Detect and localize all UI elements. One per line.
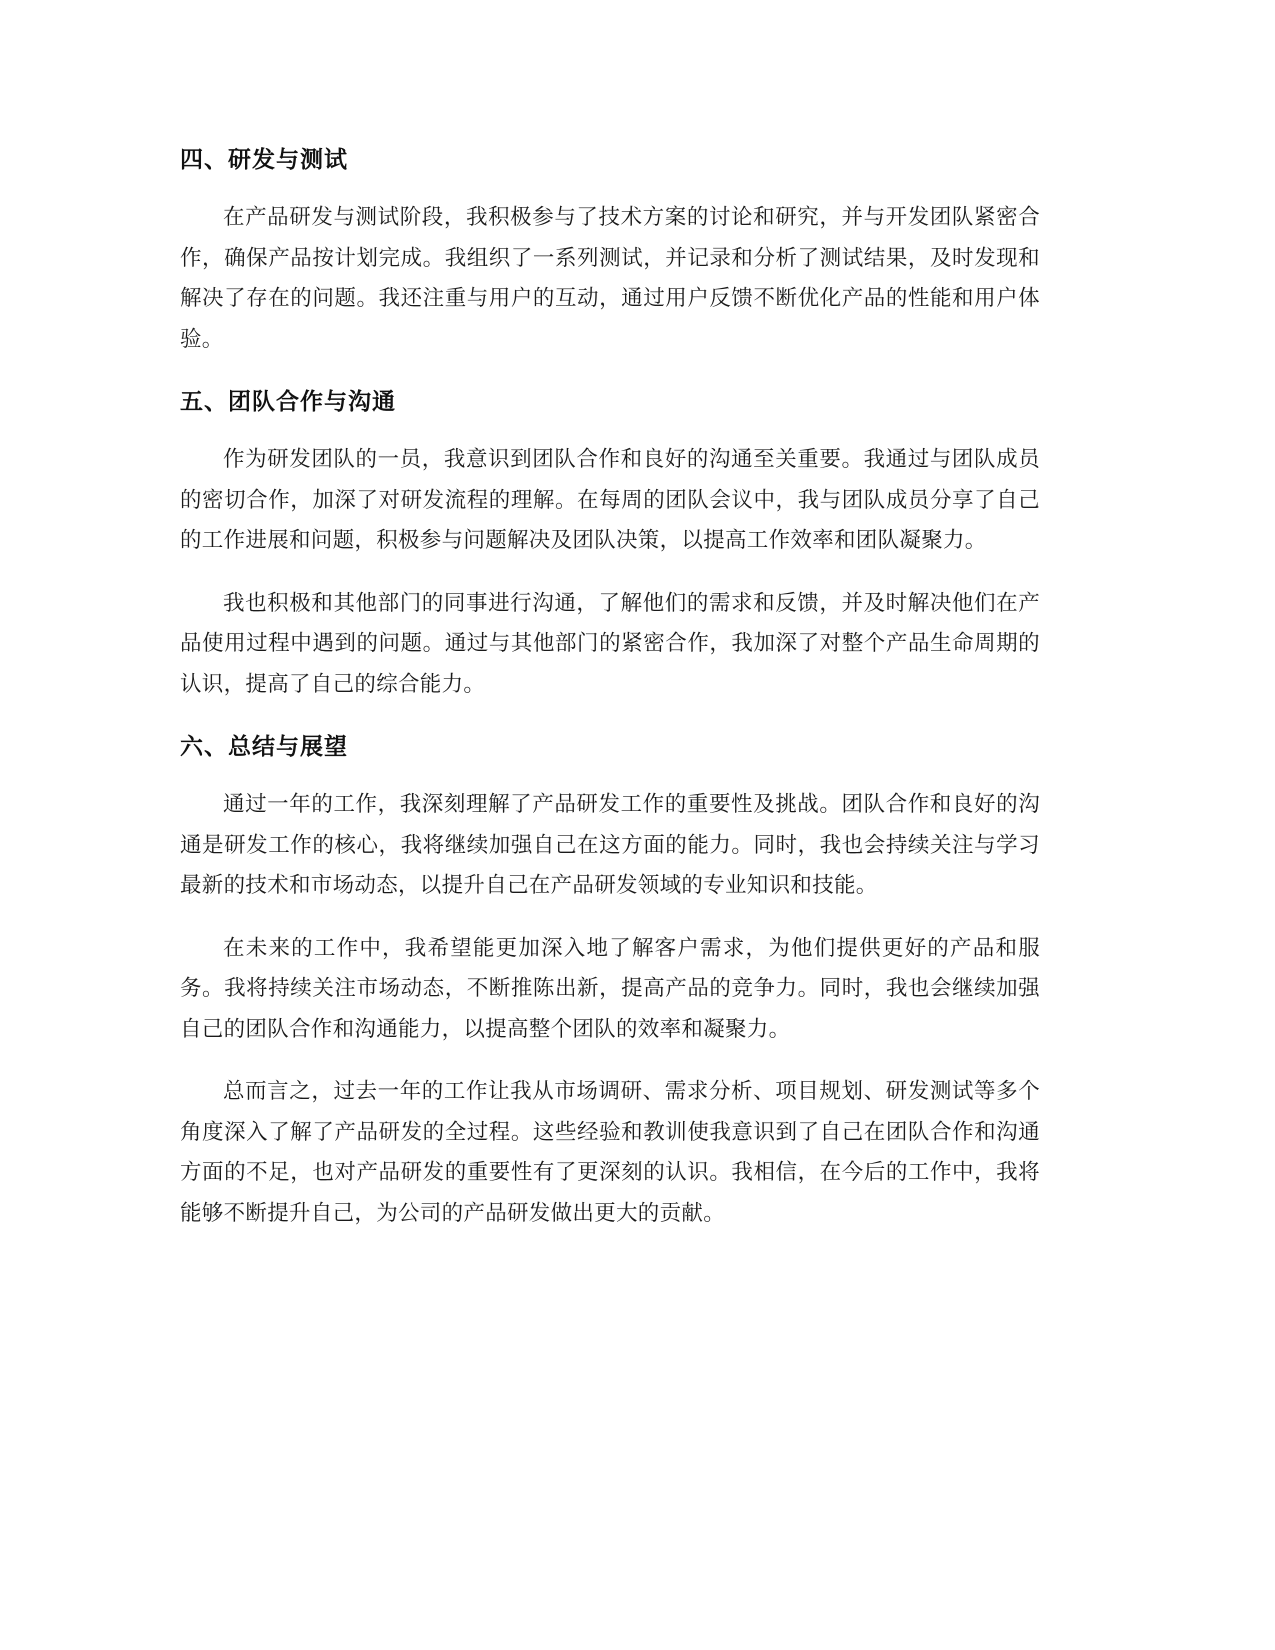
paragraph: 在产品研发与测试阶段，我积极参与了技术方案的讨论和研究，并与开发团队紧密合作，确保产品按计划完成。我组织了一系列测试，并记录和分析了测试结果，及时发现和解决了存在的问题。我还注重与用户的互动，通过用户反馈不断优化产品的性能和用户体验。 <box>180 205 1040 352</box>
paragraph: 通过一年的工作，我深刻理解了产品研发工作的重要性及挑战。团队合作和良好的沟通是研发工作的核心，我将继续加强自己在这方面的能力。同时，我也会持续关注与学习最新的技术和市场动态，以提升自己在产品研发领域的专业知识和技能。 <box>180 792 1040 898</box>
section-teamwork-communication <box>180 382 1040 705</box>
document-page <box>180 140 1040 1256</box>
section-heading: 四、研发与测试 <box>180 147 348 173</box>
paragraph: 作为研发团队的一员，我意识到团队合作和良好的沟通至关重要。我通过与团队成员的密切合作，加深了对研发流程的理解。在每周的团队会议中，我与团队成员分享了自己的工作进展和问题，积极参与问题解决及团队决策，以提高工作效率和团队凝聚力。 <box>180 447 1040 553</box>
section-heading: 五、团队合作与沟通 <box>180 389 396 415</box>
paragraph: 总而言之，过去一年的工作让我从市场调研、需求分析、项目规划、研发测试等多个角度深入了解了产品研发的全过程。这些经验和教训使我意识到了自己在团队合作和沟通方面的不足，也对产品研发的重要性有了更深刻的认识。我相信，在今后的工作中，我将能够不断提升自己，为公司的产品研发做出更大的贡献。 <box>180 1079 1040 1226</box>
paragraph: 我也积极和其他部门的同事进行沟通，了解他们的需求和反馈，并及时解决他们在产品使用过程中遇到的问题。通过与其他部门的紧密合作，我加深了对整个产品生命周期的认识，提高了自己的综合能力。 <box>180 590 1040 697</box>
section-research-testing <box>180 140 1040 360</box>
paragraph: 在未来的工作中，我希望能更加深入地了解客户需求，为他们提供更好的产品和服务。我将持续关注市场动态，不断推陈出新，提高产品的竞争力。同时，我也会继续加强自己的团队合作和沟通能力，以提高整个团队的效率和凝聚力。 <box>180 935 1040 1042</box>
section-summary-outlook <box>180 727 1040 1234</box>
section-heading: 六、总结与展望 <box>180 734 348 760</box>
